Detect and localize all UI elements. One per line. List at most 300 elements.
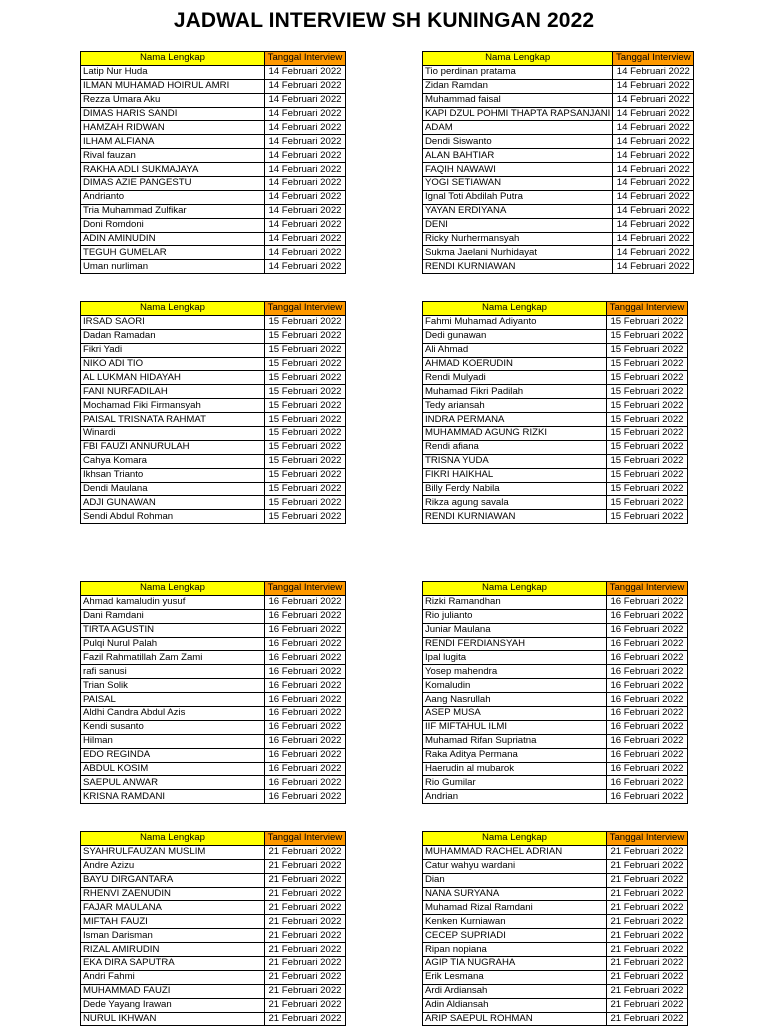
cell-date: 21 Februari 2022	[607, 984, 688, 998]
cell-name: Andri Fahmi	[81, 970, 265, 984]
table-row	[81, 79, 346, 93]
cell-name: Rio Gumilar	[423, 776, 607, 790]
table-row	[423, 93, 694, 107]
table-row	[81, 468, 346, 482]
header-tanggal-interview: Tanggal Interview	[613, 52, 694, 66]
cell-date: 16 Februari 2022	[265, 623, 346, 637]
cell-name: PAISAL TRISNATA RAHMAT	[81, 413, 265, 427]
header-tanggal-interview: Tanggal Interview	[607, 832, 688, 846]
cell-name: ABDUL KOSIM	[81, 762, 265, 776]
table-row	[423, 177, 694, 191]
table-row	[423, 623, 688, 637]
cell-date: 21 Februari 2022	[265, 943, 346, 957]
cell-date: 21 Februari 2022	[265, 1012, 346, 1026]
table-header-row	[81, 582, 346, 596]
cell-name: RENDI KURNIAWAN	[423, 510, 607, 524]
table-row	[81, 595, 346, 609]
table-header-row	[423, 302, 688, 316]
cell-date: 14 Februari 2022	[265, 65, 346, 79]
cell-name: Muhammad faisal	[423, 93, 613, 107]
cell-date: 16 Februari 2022	[265, 637, 346, 651]
table-row	[81, 915, 346, 929]
cell-name: Ardi Ardiansah	[423, 984, 607, 998]
table-row	[423, 970, 688, 984]
table-row	[423, 873, 688, 887]
cell-name: Andre Azizu	[81, 859, 265, 873]
table-row	[423, 329, 688, 343]
header-tanggal-interview: Tanggal Interview	[607, 582, 688, 596]
cell-date: 15 Februari 2022	[265, 399, 346, 413]
cell-date: 15 Februari 2022	[607, 482, 688, 496]
table-row	[81, 149, 346, 163]
table-row	[423, 901, 688, 915]
cell-date: 21 Februari 2022	[607, 873, 688, 887]
cell-date: 16 Februari 2022	[265, 595, 346, 609]
cell-name: Rendi Mulyadi	[423, 371, 607, 385]
cell-name: Winardi	[81, 427, 265, 441]
cell-name: rafi sanusi	[81, 665, 265, 679]
cell-date: 15 Februari 2022	[265, 343, 346, 357]
cell-date: 21 Februari 2022	[265, 901, 346, 915]
table-row	[423, 915, 688, 929]
cell-name: DIMAS AZIE PANGESTU	[81, 177, 265, 191]
table-row	[423, 748, 688, 762]
header-tanggal-interview: Tanggal Interview	[265, 832, 346, 846]
cell-date: 16 Februari 2022	[265, 790, 346, 804]
table-row	[81, 371, 346, 385]
cell-name: Andrianto	[81, 190, 265, 204]
table-row	[81, 121, 346, 135]
cell-name: RIZAL AMIRUDIN	[81, 943, 265, 957]
cell-date: 14 Februari 2022	[613, 246, 694, 260]
cell-name: KRISNA RAMDANI	[81, 790, 265, 804]
cell-name: Andrian	[423, 790, 607, 804]
table-row	[423, 246, 694, 260]
cell-name: Ali Ahmad	[423, 343, 607, 357]
cell-date: 21 Februari 2022	[607, 845, 688, 859]
cell-date: 14 Februari 2022	[265, 149, 346, 163]
header-nama-lengkap: Nama Lengkap	[423, 582, 607, 596]
cell-name: Kendi susanto	[81, 720, 265, 734]
cell-date: 15 Februari 2022	[607, 427, 688, 441]
cell-date: 16 Februari 2022	[607, 790, 688, 804]
header-tanggal-interview: Tanggal Interview	[607, 302, 688, 316]
schedule-table	[422, 831, 688, 1026]
header-nama-lengkap: Nama Lengkap	[423, 832, 607, 846]
cell-date: 15 Februari 2022	[265, 413, 346, 427]
header-nama-lengkap: Nama Lengkap	[81, 302, 265, 316]
cell-name: Sukma Jaelani Nurhidayat	[423, 246, 613, 260]
cell-name: DENI	[423, 218, 613, 232]
table-row	[81, 357, 346, 371]
cell-date: 21 Februari 2022	[265, 957, 346, 971]
cell-date: 14 Februari 2022	[613, 218, 694, 232]
cell-name: Rival fauzan	[81, 149, 265, 163]
cell-name: Adin Aldiansah	[423, 998, 607, 1012]
table-header-row	[81, 832, 346, 846]
cell-date: 21 Februari 2022	[607, 859, 688, 873]
cell-date: 21 Februari 2022	[607, 943, 688, 957]
table-row	[81, 232, 346, 246]
cell-name: FANI NURFADILAH	[81, 385, 265, 399]
table-row	[81, 665, 346, 679]
cell-name: Dian	[423, 873, 607, 887]
cell-name: MUHAMMAD RACHEL ADRIAN	[423, 845, 607, 859]
schedule-table	[422, 51, 694, 274]
cell-name: ASEP MUSA	[423, 707, 607, 721]
cell-date: 21 Februari 2022	[265, 845, 346, 859]
cell-date: 14 Februari 2022	[265, 121, 346, 135]
cell-name: ILMAN MUHAMAD HOIRUL AMRI	[81, 79, 265, 93]
schedule-table	[422, 581, 688, 804]
cell-date: 15 Februari 2022	[265, 371, 346, 385]
cell-date: 15 Februari 2022	[607, 440, 688, 454]
table-row	[81, 693, 346, 707]
cell-name: AHMAD KOERUDIN	[423, 357, 607, 371]
table-row	[423, 399, 688, 413]
cell-name: INDRA PERMANA	[423, 413, 607, 427]
cell-name: Aldhi Candra Abdul Azis	[81, 707, 265, 721]
table-row	[81, 65, 346, 79]
cell-name: Rikza agung savala	[423, 496, 607, 510]
table-row	[81, 790, 346, 804]
table-row	[81, 399, 346, 413]
table-row	[423, 845, 688, 859]
cell-name: Dadan Ramadan	[81, 329, 265, 343]
cell-name: EDO REGINDA	[81, 748, 265, 762]
table-row	[423, 595, 688, 609]
table-header-row	[81, 302, 346, 316]
cell-date: 21 Februari 2022	[607, 970, 688, 984]
cell-date: 15 Februari 2022	[607, 496, 688, 510]
table-row	[423, 315, 688, 329]
cell-name: Dendi Siswanto	[423, 135, 613, 149]
cell-date: 16 Februari 2022	[607, 637, 688, 651]
cell-date: 16 Februari 2022	[607, 679, 688, 693]
table-row	[81, 762, 346, 776]
cell-name: DIMAS HARIS SANDI	[81, 107, 265, 121]
cell-name: Tio perdinan pratama	[423, 65, 613, 79]
table-row	[81, 204, 346, 218]
cell-date: 15 Februari 2022	[265, 440, 346, 454]
cell-date: 14 Februari 2022	[265, 93, 346, 107]
cell-name: Zidan Ramdan	[423, 79, 613, 93]
cell-date: 21 Februari 2022	[607, 901, 688, 915]
cell-name: Erik Lesmana	[423, 970, 607, 984]
table-row	[81, 957, 346, 971]
cell-date: 21 Februari 2022	[607, 929, 688, 943]
table-header-row	[423, 52, 694, 66]
cell-name: Raka Aditya Permana	[423, 748, 607, 762]
cell-date: 15 Februari 2022	[265, 468, 346, 482]
table-row	[423, 679, 688, 693]
table-row	[423, 651, 688, 665]
header-nama-lengkap: Nama Lengkap	[81, 52, 265, 66]
cell-date: 15 Februari 2022	[265, 454, 346, 468]
table-row	[423, 454, 688, 468]
table-row	[81, 873, 346, 887]
cell-date: 16 Februari 2022	[607, 651, 688, 665]
cell-name: FBI FAUZI ANNURULAH	[81, 440, 265, 454]
cell-date: 16 Februari 2022	[607, 609, 688, 623]
cell-name: Dedi gunawan	[423, 329, 607, 343]
schedule-table	[80, 301, 346, 524]
cell-name: AGIP TIA NUGRAHA	[423, 957, 607, 971]
header-nama-lengkap: Nama Lengkap	[81, 582, 265, 596]
cell-name: Ipal lugita	[423, 651, 607, 665]
cell-date: 16 Februari 2022	[607, 623, 688, 637]
cell-date: 14 Februari 2022	[265, 79, 346, 93]
table-row	[423, 149, 694, 163]
table-row	[423, 413, 688, 427]
cell-name: Rio julianto	[423, 609, 607, 623]
cell-name: NURUL IKHWAN	[81, 1012, 265, 1026]
cell-date: 14 Februari 2022	[265, 232, 346, 246]
cell-date: 15 Februari 2022	[607, 399, 688, 413]
table-row	[423, 957, 688, 971]
cell-date: 15 Februari 2022	[265, 510, 346, 524]
table-row	[81, 734, 346, 748]
cell-date: 14 Februari 2022	[265, 218, 346, 232]
cell-date: 14 Februari 2022	[613, 149, 694, 163]
cell-name: Dani Ramdani	[81, 609, 265, 623]
cell-name: Komaludin	[423, 679, 607, 693]
schedule-table	[80, 51, 346, 274]
table-row	[81, 135, 346, 149]
cell-date: 21 Februari 2022	[265, 984, 346, 998]
cell-date: 16 Februari 2022	[265, 748, 346, 762]
table-row	[423, 887, 688, 901]
cell-date: 15 Februari 2022	[607, 385, 688, 399]
table-row	[423, 232, 694, 246]
cell-date: 16 Februari 2022	[265, 707, 346, 721]
cell-date: 15 Februari 2022	[265, 357, 346, 371]
cell-date: 21 Februari 2022	[265, 929, 346, 943]
cell-name: CECEP SUPRIADI	[423, 929, 607, 943]
cell-date: 15 Februari 2022	[265, 315, 346, 329]
table-row	[423, 510, 688, 524]
table-row	[81, 623, 346, 637]
cell-name: YOGI SETIAWAN	[423, 177, 613, 191]
header-nama-lengkap: Nama Lengkap	[423, 302, 607, 316]
cell-date: 21 Februari 2022	[607, 998, 688, 1012]
cell-name: ADAM	[423, 121, 613, 135]
table-row	[81, 707, 346, 721]
cell-date: 21 Februari 2022	[265, 970, 346, 984]
cell-name: Haerudin al mubarok	[423, 762, 607, 776]
cell-name: TEGUH GUMELAR	[81, 246, 265, 260]
cell-name: Latip Nur Huda	[81, 65, 265, 79]
table-row	[81, 329, 346, 343]
table-row	[81, 177, 346, 191]
cell-date: 15 Februari 2022	[607, 343, 688, 357]
table-row	[81, 901, 346, 915]
cell-date: 16 Februari 2022	[607, 720, 688, 734]
header-tanggal-interview: Tanggal Interview	[265, 302, 346, 316]
cell-name: Doni Romdoni	[81, 218, 265, 232]
cell-name: ILHAM ALFIANA	[81, 135, 265, 149]
cell-name: Uman nurliman	[81, 260, 265, 274]
cell-date: 21 Februari 2022	[265, 873, 346, 887]
cell-name: Fazil Rahmatillah Zam Zami	[81, 651, 265, 665]
cell-date: 16 Februari 2022	[265, 762, 346, 776]
cell-date: 21 Februari 2022	[265, 859, 346, 873]
cell-date: 14 Februari 2022	[613, 177, 694, 191]
table-row	[81, 637, 346, 651]
cell-name: Fikri Yadi	[81, 343, 265, 357]
cell-name: IRSAD SAORI	[81, 315, 265, 329]
cell-date: 15 Februari 2022	[265, 329, 346, 343]
cell-date: 21 Februari 2022	[607, 887, 688, 901]
table-row	[81, 440, 346, 454]
cell-date: 16 Februari 2022	[607, 776, 688, 790]
table-row	[423, 693, 688, 707]
table-row	[423, 121, 694, 135]
table-row	[423, 859, 688, 873]
cell-date: 14 Februari 2022	[613, 79, 694, 93]
table-row	[81, 413, 346, 427]
cell-date: 15 Februari 2022	[265, 427, 346, 441]
cell-name: Juniar Maulana	[423, 623, 607, 637]
cell-name: ADJI GUNAWAN	[81, 496, 265, 510]
cell-name: Billy Ferdy Nabila	[423, 482, 607, 496]
cell-name: Ahmad kamaludin yusuf	[81, 595, 265, 609]
cell-date: 14 Februari 2022	[265, 260, 346, 274]
table-row	[81, 482, 346, 496]
table-row	[423, 65, 694, 79]
table-row	[81, 496, 346, 510]
cell-date: 14 Februari 2022	[265, 190, 346, 204]
cell-name: Yosep mahendra	[423, 665, 607, 679]
cell-date: 15 Februari 2022	[607, 371, 688, 385]
table-row	[81, 943, 346, 957]
table-row	[423, 218, 694, 232]
table-row	[423, 984, 688, 998]
cell-date: 14 Februari 2022	[265, 204, 346, 218]
table-row	[423, 204, 694, 218]
table-row	[81, 107, 346, 121]
table-row	[81, 190, 346, 204]
table-row	[81, 454, 346, 468]
table-row	[423, 943, 688, 957]
cell-date: 21 Februari 2022	[265, 915, 346, 929]
cell-date: 16 Februari 2022	[265, 609, 346, 623]
cell-name: ARIP SAEPUL ROHMAN	[423, 1012, 607, 1026]
cell-name: NANA SURYANA	[423, 887, 607, 901]
cell-date: 16 Februari 2022	[265, 734, 346, 748]
cell-name: RENDI KURNIAWAN	[423, 260, 613, 274]
cell-name: Pulqi Nurul Palah	[81, 637, 265, 651]
cell-name: Sendi Abdul Rohman	[81, 510, 265, 524]
cell-date: 14 Februari 2022	[613, 260, 694, 274]
table-row	[81, 218, 346, 232]
cell-name: Muhamad Rifan Supriatna	[423, 734, 607, 748]
table-row	[81, 748, 346, 762]
table-row	[423, 720, 688, 734]
header-nama-lengkap: Nama Lengkap	[423, 52, 613, 66]
cell-name: RENDI FERDIANSYAH	[423, 637, 607, 651]
cell-name: Trian Solik	[81, 679, 265, 693]
cell-date: 16 Februari 2022	[265, 693, 346, 707]
cell-name: ALAN BAHTIAR	[423, 149, 613, 163]
cell-name: Tria Muhammad Zulfikar	[81, 204, 265, 218]
table-row	[423, 107, 694, 121]
table-row	[423, 79, 694, 93]
cell-date: 16 Februari 2022	[607, 595, 688, 609]
cell-date: 14 Februari 2022	[265, 135, 346, 149]
table-row	[81, 315, 346, 329]
cell-name: RHENVI ZAENUDIN	[81, 887, 265, 901]
cell-date: 14 Februari 2022	[613, 204, 694, 218]
cell-date: 15 Februari 2022	[607, 357, 688, 371]
cell-name: Rendi afiana	[423, 440, 607, 454]
cell-date: 15 Februari 2022	[607, 454, 688, 468]
table-header-row	[423, 832, 688, 846]
table-row	[81, 887, 346, 901]
cell-name: AL LUKMAN HIDAYAH	[81, 371, 265, 385]
cell-name: PAISAL	[81, 693, 265, 707]
cell-name: KAPI DZUL POHMI THAPTA RAPSANJANI	[423, 107, 613, 121]
table-row	[81, 343, 346, 357]
cell-date: 14 Februari 2022	[613, 232, 694, 246]
table-row	[423, 343, 688, 357]
page-title: JADWAL INTERVIEW SH KUNINGAN 2022	[173, 9, 595, 32]
header-tanggal-interview: Tanggal Interview	[265, 582, 346, 596]
cell-date: 16 Februari 2022	[607, 748, 688, 762]
cell-name: MUHAMMAD AGUNG RIZKI	[423, 427, 607, 441]
cell-name: Mochamad Fiki Firmansyah	[81, 399, 265, 413]
table-row	[423, 707, 688, 721]
cell-name: Rizki Ramandhan	[423, 595, 607, 609]
cell-date: 16 Februari 2022	[265, 679, 346, 693]
cell-date: 15 Februari 2022	[265, 496, 346, 510]
table-header-row	[423, 582, 688, 596]
cell-date: 14 Februari 2022	[613, 121, 694, 135]
cell-date: 14 Februari 2022	[613, 163, 694, 177]
table-row	[81, 720, 346, 734]
header-tanggal-interview: Tanggal Interview	[265, 52, 346, 66]
table-row	[423, 496, 688, 510]
table-row	[81, 845, 346, 859]
cell-date: 14 Februari 2022	[613, 65, 694, 79]
table-row	[81, 385, 346, 399]
cell-name: Rezza Umara Aku	[81, 93, 265, 107]
cell-name: SYAHRULFAUZAN MUSLIM	[81, 845, 265, 859]
cell-date: 14 Februari 2022	[265, 246, 346, 260]
schedule-table	[422, 301, 688, 524]
table-row	[423, 998, 688, 1012]
cell-name: HAMZAH RIDWAN	[81, 121, 265, 135]
cell-name: TRISNA YUDA	[423, 454, 607, 468]
cell-name: Aang Nasrullah	[423, 693, 607, 707]
cell-name: Kenken Kurniawan	[423, 915, 607, 929]
cell-name: Muhamad Rizal Ramdani	[423, 901, 607, 915]
cell-name: Dendi Maulana	[81, 482, 265, 496]
cell-date: 14 Februari 2022	[265, 107, 346, 121]
cell-name: Catur wahyu wardani	[423, 859, 607, 873]
table-row	[423, 190, 694, 204]
cell-name: MIFTAH FAUZI	[81, 915, 265, 929]
table-row	[423, 163, 694, 177]
cell-date: 16 Februari 2022	[607, 707, 688, 721]
table-row	[81, 246, 346, 260]
table-row	[423, 427, 688, 441]
schedule-table	[80, 831, 346, 1026]
cell-date: 21 Februari 2022	[265, 998, 346, 1012]
table-row	[423, 929, 688, 943]
cell-name: FAJAR MAULANA	[81, 901, 265, 915]
table-row	[423, 357, 688, 371]
